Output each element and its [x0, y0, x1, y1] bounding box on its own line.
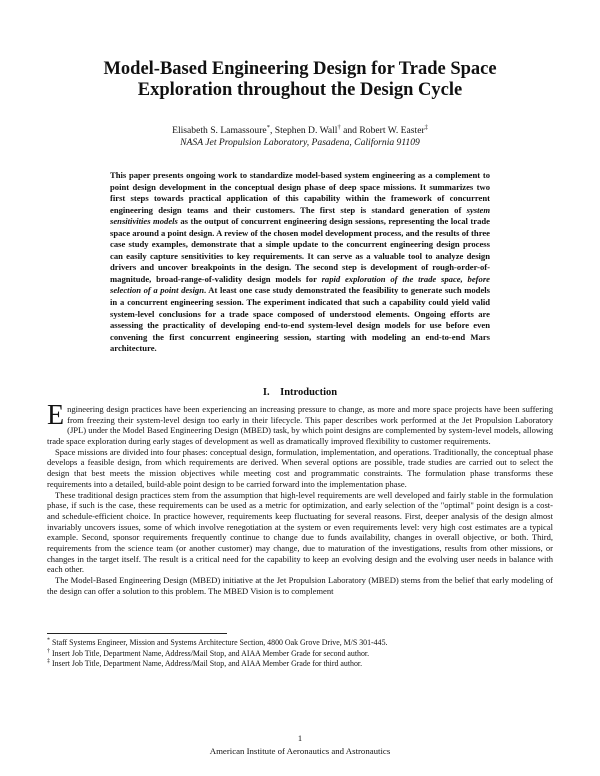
affiliation: NASA Jet Propulsion Laboratory, Pasadena, California 91109	[180, 137, 420, 148]
title-line-1: Model-Based Engineering Design for Trade Space	[103, 59, 497, 79]
paragraph: These traditional design practices stem from the assumption that high-level requirements are well developed and fairly stable in the formulation phase, if such is the case, these requirements can be used as a metric for optimization, and early selection of the "optimal" point design is a cost- and schedule-efficient choice. In practice however, requirements keep fluctuating for several reasons. First, deeper analysis of the design almost invariably uncovers issues, some of which involve renegotiation at the system or even requirements level: very high cost estimates are a typical example. Second, sponsor requirements frequently continue to change due to funds availability, changes in overall objective, or both. Third, requirements from the science team (or another customer) may change, due to maturation of the investigations, results from other missions, or changes in the target itself. The result is a critical need for the capability to keep an evolving design and the evolving user needs in balance with each other.	[47, 489, 553, 575]
abstract-emphasis: rapid exploration of the trade space, before selection of a point design	[110, 273, 490, 296]
drop-cap: E	[47, 400, 65, 431]
abstract-emphasis: system sensitivities models	[110, 204, 490, 227]
author-name: Elisabeth S. Lamassoure	[172, 125, 267, 136]
section-heading: I. Introduction	[262, 387, 338, 398]
footnote: † Insert Job Title, Department Name, Address/Mail Stop, and AIAA Member Grade for second author.	[47, 647, 370, 658]
footnote-rule	[47, 633, 227, 634]
paper-title	[40, 59, 560, 101]
footnote: * Staff Systems Engineer, Mission and Systems Architecture Section, 4800 Oak Grove Drive, M/S 301-445.	[47, 637, 388, 647]
title-line-2: Exploration throughout the Design Cycle	[137, 80, 463, 100]
footnote: ‡ Insert Job Title, Department Name, Address/Mail Stop, and AIAA Member Grade for third author.	[47, 658, 363, 668]
footnotes	[47, 638, 553, 670]
author-footnote-mark: †	[337, 123, 341, 131]
author-name: Robert W. Easter	[359, 125, 425, 136]
author-footnote-mark: *	[266, 123, 270, 131]
page-number: 1	[297, 733, 303, 743]
paragraph: The Model-Based Engineering Design (MBED) initiative at the Jet Propulsion Laboratory (MBED) stems from the belief that early modeling of the design can offer a solution to this problem. The MBED Vision is to complement	[47, 575, 553, 596]
author-list: Elisabeth S. Lamassoure*, Stephen D. Wall† and Robert W. Easter‡	[172, 123, 428, 136]
author-name: Stephen D. Wall	[274, 125, 338, 136]
paragraph: Space missions are divided into four phases: conceptual design, formulation, implementation, and operations. Traditionally, the conceptual phase develops a feasible design, from which requirements are derived. When several options are possible, trade studies are carried out to select the design that best meets the mission objectives while meeting cost and programmatic constraints. The formulation phase transforms these requirements into a detailed, build-able point design to be carried forward into the implementation phase.	[47, 446, 553, 489]
publisher-footer: American Institute of Aeronautics and Astronautics	[209, 746, 391, 756]
abstract: This paper presents ongoing work to standardize model-based system engineering as a complement to point design development in the conceptual design phase of deep space missions. It summarizes two first steps towards practical application of this capability within the framework of concurrent engineering design teams and their customers. The first step is standard generation of system sensitivities models as the output of concurrent engineering design sessions, representing the local trade space around a point design. A review of the chosen model development process, and the results of three case study examples, demonstrate that a simple update to the concurrent engineering design process can easily capture sensitivities to key requirements. It can serve as a valuable tool to analyze design drivers and uncover breakpoints in the design. The second step is development of rough-order-of-magnitude, broad-range-of-validity design models for rapid exploration of the trade space, before selection of a point design. At least one case study demonstrated the feasibility to generate such models in a concurrent engineering session. The experiment indicated that such a capability could yield valid system-level conclusions for a trade space composed of understood elements. Ongoing efforts are assessing the practicality of developing end-to-end system-level design models for use before even convening the first concurrent engineering session, starting with modeling an end-to-end Mars architecture.	[110, 170, 490, 354]
paragraph: Engineering design practices have been experiencing an increasing pressure to change, as more and more space projects have been suffering from freezing their system-level design too early in their lifecycle. This paper describes work performed at the Jet Propulsion Laboratory (JPL) under the Model Based Engineering Design (MBED) task, by which point designs are complemented by system-level models, allowing trade space exploration during early stages of development as well as dramatically improved flexibility to customer requirements.	[47, 400, 553, 447]
author-footnote-mark: ‡	[424, 123, 428, 131]
section-body	[47, 400, 553, 596]
